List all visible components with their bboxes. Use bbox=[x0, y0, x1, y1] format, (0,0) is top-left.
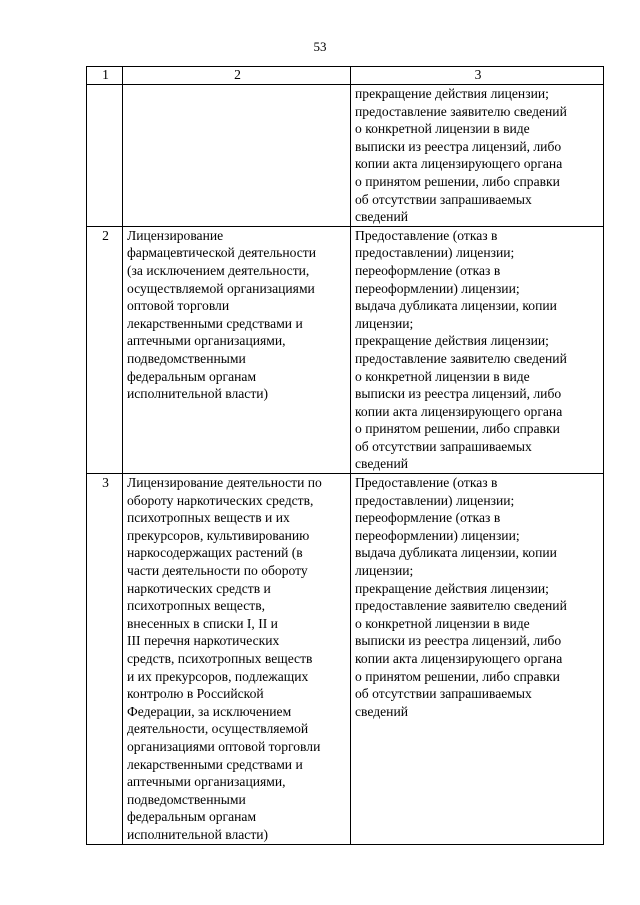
action-line: о принятом решении, либо справки bbox=[355, 173, 560, 189]
table-row bbox=[87, 85, 604, 227]
activity-cell bbox=[123, 226, 351, 473]
table-row bbox=[87, 474, 604, 844]
header-col-2: 2 bbox=[123, 67, 351, 85]
action-line: о конкретной лицензии в виде bbox=[355, 121, 530, 137]
activity-line: части деятельности по обороту bbox=[127, 563, 308, 579]
activity-line: и их прекурсоров, подлежащих bbox=[127, 668, 309, 684]
activity-line: обороту наркотических средств, bbox=[127, 492, 314, 508]
activity-line: осуществляемой организациями bbox=[127, 280, 315, 296]
row-number-cell bbox=[87, 85, 123, 227]
activity-line: Лицензирование bbox=[127, 227, 224, 243]
action-line: предоставление заявителю сведений bbox=[355, 103, 567, 119]
action-line: выписки из реестра лицензий, либо bbox=[355, 138, 562, 154]
row-number-cell: 2 bbox=[87, 226, 123, 473]
page-number: 53 bbox=[313, 39, 327, 54]
activity-line: прекурсоров, культивированию bbox=[127, 527, 310, 543]
action-line: прекращение действия лицензии; bbox=[355, 333, 549, 349]
action-line: об отсутствии запрашиваемых bbox=[355, 191, 532, 207]
activity-line: федеральным органам bbox=[127, 368, 257, 384]
action-line: выписки из реестра лицензий, либо bbox=[355, 633, 562, 649]
activity-line: аптечными организациями, bbox=[127, 774, 286, 790]
activity-line: оптовой торговли bbox=[127, 298, 230, 314]
action-line: Предоставление (отказ в bbox=[355, 475, 498, 491]
action-line: копии акта лицензирующего органа bbox=[355, 403, 563, 419]
action-line: предоставлении) лицензии; bbox=[355, 245, 515, 261]
action-line: переоформление (отказ в bbox=[355, 262, 501, 278]
activity-line: внесенных в списки I, II и bbox=[127, 615, 278, 631]
action-line: об отсутствии запрашиваемых bbox=[355, 686, 532, 702]
activity-line: аптечными организациями, bbox=[127, 333, 286, 349]
action-line: прекращение действия лицензии; bbox=[355, 580, 549, 596]
action-line: о конкретной лицензии в виде bbox=[355, 615, 530, 631]
activity-line: наркотических средств и bbox=[127, 580, 271, 596]
action-line: лицензии; bbox=[355, 563, 414, 579]
activity-line: деятельности, осуществляемой bbox=[127, 721, 309, 737]
action-line: о конкретной лицензии в виде bbox=[355, 368, 530, 384]
activity-cell bbox=[123, 85, 351, 227]
action-line: Предоставление (отказ в bbox=[355, 227, 498, 243]
actions-cell bbox=[351, 85, 604, 227]
header-col-3: 3 bbox=[351, 67, 604, 85]
activity-line: психотропных веществ, bbox=[127, 598, 266, 614]
action-line: сведений bbox=[355, 456, 409, 472]
activity-line: Лицензирование деятельности по bbox=[127, 475, 322, 491]
activity-line: исполнительной власти) bbox=[127, 386, 269, 402]
table-row bbox=[87, 226, 604, 473]
action-line: выдача дубликата лицензии, копии bbox=[355, 298, 557, 314]
activity-line: исполнительной власти) bbox=[127, 826, 269, 842]
action-line: сведений bbox=[355, 703, 409, 719]
action-line: переоформлении) лицензии; bbox=[355, 280, 520, 296]
activity-line: психотропных веществ и их bbox=[127, 510, 290, 526]
activity-line: лекарственными средствами и bbox=[127, 315, 303, 331]
activity-line: (за исключением деятельности, bbox=[127, 262, 310, 278]
action-line: предоставлении) лицензии; bbox=[355, 492, 515, 508]
action-line: предоставление заявителю сведений bbox=[355, 350, 567, 366]
actions-cell bbox=[351, 474, 604, 844]
action-line: прекращение действия лицензии; bbox=[355, 86, 549, 101]
action-line: об отсутствии запрашиваемых bbox=[355, 438, 532, 454]
action-line: копии акта лицензирующего органа bbox=[355, 156, 563, 172]
action-line: предоставление заявителю сведений bbox=[355, 598, 567, 614]
activity-line: федеральным органам bbox=[127, 809, 257, 825]
activity-line: подведомственными bbox=[127, 350, 246, 366]
action-line: переоформлении) лицензии; bbox=[355, 527, 520, 543]
header-col-1: 1 bbox=[87, 67, 123, 85]
action-line: о принятом решении, либо справки bbox=[355, 421, 560, 437]
actions-cell bbox=[351, 226, 604, 473]
action-line: выдача дубликата лицензии, копии bbox=[355, 545, 557, 561]
action-line: выписки из реестра лицензий, либо bbox=[355, 386, 562, 402]
licensing-table bbox=[86, 66, 604, 845]
activity-line: III перечня наркотических bbox=[127, 633, 280, 649]
action-line: лицензии; bbox=[355, 315, 414, 331]
action-line: копии акта лицензирующего органа bbox=[355, 651, 563, 666]
action-line: о принятом решении, либо справки bbox=[355, 668, 560, 684]
row-number-cell: 3 bbox=[87, 474, 123, 844]
activity-line: контролю в Российской bbox=[127, 686, 264, 702]
table-header-row bbox=[87, 67, 604, 85]
activity-line: подведомственными bbox=[127, 791, 246, 807]
action-line: переоформление (отказ в bbox=[355, 510, 501, 526]
activity-line: наркосодержащих растений (в bbox=[127, 545, 303, 561]
activity-line: средств, психотропных веществ bbox=[127, 651, 313, 666]
activity-line: лекарственными средствами и bbox=[127, 756, 303, 772]
action-line: сведений bbox=[355, 209, 409, 225]
activity-cell bbox=[123, 474, 351, 844]
activity-line: фармацевтической деятельности bbox=[127, 245, 317, 261]
activity-line: организациями оптовой торговли bbox=[127, 738, 321, 754]
activity-line: Федерации, за исключением bbox=[127, 703, 292, 719]
